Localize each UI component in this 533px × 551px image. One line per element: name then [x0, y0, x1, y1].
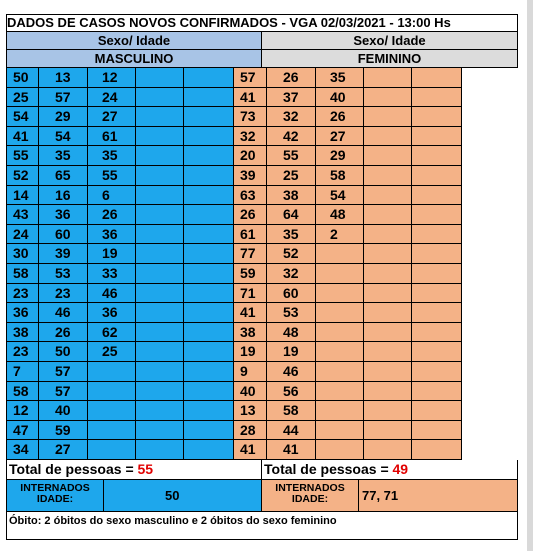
feminino-age-cell: 60 [267, 284, 316, 304]
masculino-age-cell: 61 [88, 127, 136, 147]
female-total [262, 460, 517, 480]
masculino-age-cell [136, 401, 184, 421]
feminino-age-cell: 9 [234, 362, 267, 382]
feminino-age-cell: 20 [234, 146, 267, 166]
masculino-age-cell [184, 68, 234, 88]
male-section-label: Sexo/ Idade [6, 32, 262, 50]
masculino-age-cell: 50 [6, 68, 39, 88]
masculino-age-cell: 27 [88, 107, 136, 127]
feminino-age-cell [316, 303, 364, 323]
feminino-age-cell [364, 146, 412, 166]
feminino-age-cell: 56 [267, 382, 316, 402]
female-total-value: 49 [392, 460, 409, 477]
feminino-age-cell [364, 88, 412, 108]
masculino-age-cell: 35 [39, 146, 88, 166]
feminino-age-cell: 29 [316, 146, 364, 166]
masculino-age-cell: 34 [6, 440, 39, 460]
feminino-age-cell: 35 [316, 68, 364, 88]
masculino-age-cell: 23 [6, 342, 39, 362]
table-row [6, 362, 518, 382]
feminino-age-cell [316, 401, 364, 421]
masculino-age-cell [136, 244, 184, 264]
feminino-age-cell: 41 [234, 88, 267, 108]
table-row [6, 186, 518, 206]
feminino-age-cell: 55 [267, 146, 316, 166]
feminino-age-cell [364, 68, 412, 88]
feminino-age-cell: 57 [234, 68, 267, 88]
masculino-age-cell [184, 127, 234, 147]
masculino-age-cell: 53 [39, 264, 88, 284]
masculino-age-cell [88, 362, 136, 382]
masculino-age-cell [88, 401, 136, 421]
feminino-age-cell [412, 323, 462, 343]
feminino-age-cell: 63 [234, 186, 267, 206]
feminino-age-cell [364, 342, 412, 362]
masculino-age-cell: 40 [39, 401, 88, 421]
masculino-age-cell [136, 362, 184, 382]
masculino-age-cell [184, 382, 234, 402]
table-row [6, 225, 518, 245]
feminino-age-cell [364, 323, 412, 343]
masculino-age-cell [136, 68, 184, 88]
table-row [6, 264, 518, 284]
table-row [6, 421, 518, 441]
masculino-age-cell [136, 186, 184, 206]
female-total-label: Total de pessoas = [264, 460, 393, 477]
masculino-age-cell: 60 [39, 225, 88, 245]
feminino-age-cell [412, 362, 462, 382]
masculino-age-cell [88, 440, 136, 460]
table-row [6, 107, 518, 127]
masculino-age-cell [184, 362, 234, 382]
feminino-age-cell [316, 284, 364, 304]
feminino-age-cell: 26 [267, 68, 316, 88]
feminino-age-cell [316, 342, 364, 362]
masculino-age-cell [184, 264, 234, 284]
masculino-age-cell: 57 [39, 88, 88, 108]
feminino-age-cell [364, 421, 412, 441]
masculino-age-cell [184, 244, 234, 264]
masculino-age-cell [184, 342, 234, 362]
feminino-age-cell [412, 186, 462, 206]
age-grid [6, 68, 518, 460]
masculino-age-cell: 58 [6, 264, 39, 284]
masculino-age-cell: 24 [88, 88, 136, 108]
male-internados-label: INTERNADOS IDADE: [7, 480, 103, 511]
masculino-age-cell [136, 440, 184, 460]
masculino-age-cell [184, 284, 234, 304]
feminino-age-cell [412, 421, 462, 441]
feminino-age-cell [412, 342, 462, 362]
feminino-age-cell: 27 [316, 127, 364, 147]
feminino-age-cell: 48 [316, 205, 364, 225]
feminino-age-cell [412, 225, 462, 245]
male-total [7, 460, 262, 480]
masculino-age-cell: 59 [39, 421, 88, 441]
masculino-age-cell [88, 382, 136, 402]
feminino-age-cell [412, 264, 462, 284]
feminino-age-cell: 32 [267, 264, 316, 284]
feminino-age-cell [316, 323, 364, 343]
feminino-age-cell: 38 [234, 323, 267, 343]
masculino-age-cell: 39 [39, 244, 88, 264]
feminino-age-cell [316, 264, 364, 284]
masculino-age-cell: 25 [6, 88, 39, 108]
masculino-age-cell: 52 [6, 166, 39, 186]
masculino-age-cell: 62 [88, 323, 136, 343]
feminino-age-cell: 48 [267, 323, 316, 343]
report-title: DADOS DE CASOS NOVOS CONFIRMADOS - VGA 02/03/2021 - 13:00 Hs [6, 14, 518, 32]
feminino-age-cell: 58 [316, 166, 364, 186]
feminino-age-cell: 41 [234, 303, 267, 323]
male-total-value: 55 [137, 460, 154, 477]
feminino-age-cell [316, 362, 364, 382]
female-section-label: Sexo/ Idade [262, 32, 518, 50]
feminino-age-cell [364, 244, 412, 264]
feminino-age-cell [412, 68, 462, 88]
masculino-age-cell [136, 323, 184, 343]
feminino-age-cell [364, 440, 412, 460]
right-edge-bar [527, 0, 533, 551]
feminino-age-cell: 44 [267, 421, 316, 441]
masculino-age-cell: 50 [39, 342, 88, 362]
masculino-age-cell: 43 [6, 205, 39, 225]
masculino-age-cell: 38 [6, 323, 39, 343]
feminino-age-cell [412, 284, 462, 304]
feminino-age-cell [412, 440, 462, 460]
feminino-age-cell [316, 421, 364, 441]
feminino-age-cell [364, 186, 412, 206]
feminino-age-cell: 26 [234, 205, 267, 225]
feminino-age-cell: 53 [267, 303, 316, 323]
feminino-age-cell: 35 [267, 225, 316, 245]
masculino-age-cell: 65 [39, 166, 88, 186]
feminino-age-cell [364, 303, 412, 323]
table-row [6, 244, 518, 264]
masculino-age-cell [136, 303, 184, 323]
male-group-label: MASCULINO [6, 50, 262, 68]
masculino-age-cell: 36 [39, 205, 88, 225]
masculino-age-cell [184, 205, 234, 225]
masculino-age-cell: 36 [6, 303, 39, 323]
feminino-age-cell: 32 [234, 127, 267, 147]
masculino-age-cell [184, 107, 234, 127]
feminino-age-cell [412, 303, 462, 323]
feminino-age-cell: 19 [267, 342, 316, 362]
masculino-age-cell [136, 225, 184, 245]
case-report-sheet [6, 14, 518, 540]
feminino-age-cell [316, 382, 364, 402]
feminino-age-cell [364, 225, 412, 245]
feminino-age-cell [412, 88, 462, 108]
masculino-age-cell: 16 [39, 186, 88, 206]
feminino-age-cell: 58 [267, 401, 316, 421]
table-row [6, 127, 518, 147]
table-row [6, 146, 518, 166]
feminino-age-cell [412, 382, 462, 402]
feminino-age-cell: 54 [316, 186, 364, 206]
male-total-label: Total de pessoas = [9, 460, 138, 477]
feminino-age-cell: 52 [267, 244, 316, 264]
feminino-age-cell: 61 [234, 225, 267, 245]
masculino-age-cell: 33 [88, 264, 136, 284]
male-internados-value: 50 [103, 480, 262, 511]
feminino-age-cell: 32 [267, 107, 316, 127]
masculino-age-cell: 23 [6, 284, 39, 304]
feminino-age-cell: 38 [267, 186, 316, 206]
masculino-age-cell [184, 225, 234, 245]
feminino-age-cell: 41 [267, 440, 316, 460]
masculino-age-cell [184, 186, 234, 206]
masculino-age-cell [136, 88, 184, 108]
masculino-age-cell: 35 [88, 146, 136, 166]
masculino-age-cell: 41 [6, 127, 39, 147]
masculino-age-cell: 58 [6, 382, 39, 402]
table-row [6, 323, 518, 343]
masculino-age-cell: 57 [39, 362, 88, 382]
masculino-age-cell [184, 88, 234, 108]
masculino-age-cell: 13 [39, 68, 88, 88]
female-internados-value: 77, 71 [359, 480, 517, 511]
feminino-age-cell [364, 127, 412, 147]
table-row [6, 88, 518, 108]
masculino-age-cell [136, 264, 184, 284]
feminino-age-cell: 40 [316, 88, 364, 108]
masculino-age-cell [136, 382, 184, 402]
masculino-age-cell [184, 440, 234, 460]
feminino-age-cell [412, 107, 462, 127]
masculino-age-cell: 7 [6, 362, 39, 382]
feminino-age-cell: 25 [267, 166, 316, 186]
masculino-age-cell: 24 [6, 225, 39, 245]
masculino-age-cell: 14 [6, 186, 39, 206]
table-row [6, 440, 518, 460]
table-row [6, 342, 518, 362]
masculino-age-cell: 36 [88, 225, 136, 245]
female-group-label: FEMININO [262, 50, 518, 68]
masculino-age-cell [136, 205, 184, 225]
table-row [6, 303, 518, 323]
masculino-age-cell [136, 421, 184, 441]
feminino-age-cell [364, 205, 412, 225]
feminino-age-cell [364, 362, 412, 382]
masculino-age-cell: 46 [39, 303, 88, 323]
feminino-age-cell [364, 401, 412, 421]
table-row [6, 284, 518, 304]
masculino-age-cell: 54 [6, 107, 39, 127]
feminino-age-cell [412, 127, 462, 147]
masculino-age-cell [136, 146, 184, 166]
table-row [6, 166, 518, 186]
feminino-age-cell [364, 284, 412, 304]
masculino-age-cell: 55 [6, 146, 39, 166]
feminino-age-cell: 64 [267, 205, 316, 225]
masculino-age-cell: 47 [6, 421, 39, 441]
masculino-age-cell: 25 [88, 342, 136, 362]
masculino-age-cell: 23 [39, 284, 88, 304]
masculino-age-cell [136, 127, 184, 147]
feminino-age-cell: 2 [316, 225, 364, 245]
masculino-age-cell: 57 [39, 382, 88, 402]
table-row [6, 68, 518, 88]
masculino-age-cell: 12 [88, 68, 136, 88]
feminino-age-cell [364, 382, 412, 402]
masculino-age-cell: 55 [88, 166, 136, 186]
masculino-age-cell: 27 [39, 440, 88, 460]
feminino-age-cell: 71 [234, 284, 267, 304]
obito-note: Óbito: 2 óbitos do sexo masculino e 2 óbitos do sexo feminino [6, 512, 518, 540]
feminino-age-cell: 77 [234, 244, 267, 264]
masculino-age-cell [136, 166, 184, 186]
masculino-age-cell [88, 421, 136, 441]
feminino-age-cell: 40 [234, 382, 267, 402]
masculino-age-cell [136, 342, 184, 362]
feminino-age-cell [412, 205, 462, 225]
masculino-age-cell: 19 [88, 244, 136, 264]
masculino-age-cell: 30 [6, 244, 39, 264]
feminino-age-cell: 73 [234, 107, 267, 127]
feminino-age-cell [412, 401, 462, 421]
masculino-age-cell [184, 166, 234, 186]
feminino-age-cell: 59 [234, 264, 267, 284]
masculino-age-cell: 26 [39, 323, 88, 343]
masculino-age-cell: 29 [39, 107, 88, 127]
feminino-age-cell [364, 166, 412, 186]
masculino-age-cell: 6 [88, 186, 136, 206]
feminino-age-cell: 26 [316, 107, 364, 127]
feminino-age-cell: 37 [267, 88, 316, 108]
table-row [6, 382, 518, 402]
masculino-age-cell [184, 303, 234, 323]
table-row [6, 205, 518, 225]
feminino-age-cell [412, 146, 462, 166]
feminino-age-cell: 39 [234, 166, 267, 186]
masculino-age-cell: 12 [6, 401, 39, 421]
feminino-age-cell [364, 264, 412, 284]
table-row [6, 401, 518, 421]
masculino-age-cell [136, 107, 184, 127]
masculino-age-cell [184, 146, 234, 166]
masculino-age-cell [136, 284, 184, 304]
masculino-age-cell: 26 [88, 205, 136, 225]
feminino-age-cell: 19 [234, 342, 267, 362]
female-internados-label: INTERNADOS IDADE: [262, 480, 359, 511]
masculino-age-cell: 36 [88, 303, 136, 323]
feminino-age-cell: 46 [267, 362, 316, 382]
masculino-age-cell: 54 [39, 127, 88, 147]
feminino-age-cell [412, 244, 462, 264]
masculino-age-cell [184, 401, 234, 421]
feminino-age-cell [364, 107, 412, 127]
feminino-age-cell [316, 244, 364, 264]
feminino-age-cell: 42 [267, 127, 316, 147]
feminino-age-cell: 13 [234, 401, 267, 421]
feminino-age-cell: 41 [234, 440, 267, 460]
feminino-age-cell: 28 [234, 421, 267, 441]
feminino-age-cell [412, 166, 462, 186]
masculino-age-cell [184, 323, 234, 343]
feminino-age-cell [316, 440, 364, 460]
masculino-age-cell: 46 [88, 284, 136, 304]
masculino-age-cell [184, 421, 234, 441]
